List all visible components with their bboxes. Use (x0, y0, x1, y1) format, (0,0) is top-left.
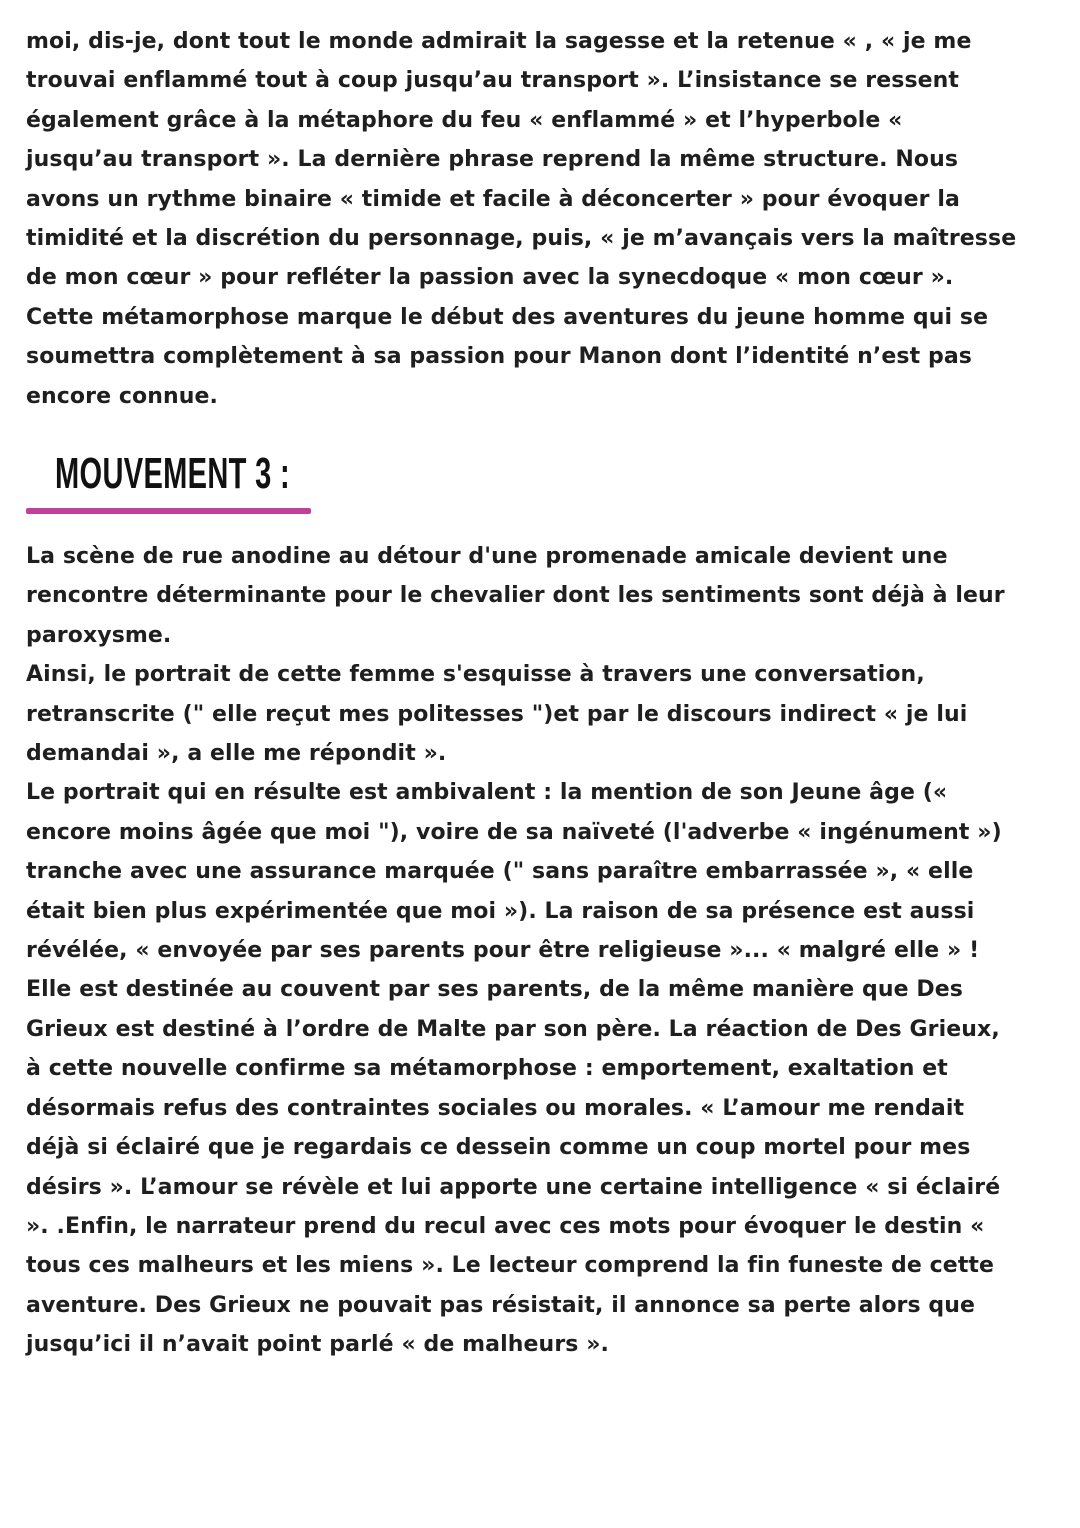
text-line: Cette métamorphose marque le début des aventures du jeune homme qui se (26, 304, 989, 330)
text-line: encore connue. (26, 383, 218, 409)
text-line: déjà si éclairé que je regardais ce dessein comme un coup mortel pour mes (26, 1135, 971, 1161)
text-line: timidité et la discrétion du personnage, puis, « je m’avançais vers la maîtresse (26, 226, 1017, 252)
text-line: demandai », a elle me répondit ». (26, 741, 447, 767)
text-line: La scène de rue anodine au détour d'une promenade amicale devient une (26, 544, 948, 569)
text-line: aventure. Des Grieux ne pouvait pas résistait, il annonce sa perte alors que (26, 1292, 976, 1318)
text-line: également grâce à la métaphore du feu « enflammé » et l’hyperbole « (26, 107, 903, 133)
text-line: rencontre déterminante pour le chevalier dont les sentiments sont déjà à leur (26, 583, 1005, 609)
text-line: paroxysme. (26, 622, 172, 648)
text-line: encore moins âgée que moi "), voire de sa naïveté (l'adverbe « ingénument ») (26, 819, 1002, 845)
paragraph-mouvement-3 (26, 537, 1066, 1365)
text-line: jusqu’ici il n’avait point parlé « de malheurs ». (26, 1332, 609, 1358)
text-line: soumettra complètement à sa passion pour Manon dont l’identité n’est pas (26, 344, 972, 370)
text-line: trouvai enflammé tout à coup jusqu’au transport ». L’insistance se ressent (26, 68, 960, 94)
text-line: tranche avec une assurance marquée (" sans paraître embarrassée », « elle (26, 859, 974, 885)
section-heading: MOUVEMENT 3 : (55, 449, 291, 498)
text-line: désormais refus des contraintes sociales ou morales. « L’amour me rendait (26, 1095, 965, 1121)
heading-underline-divider (26, 508, 311, 514)
text-line: tous ces malheurs et les miens ». Le lecteur comprend la fin funeste de cette (26, 1253, 995, 1279)
text-line: révélée, « envoyée par ses parents pour être religieuse »... « malgré elle » ! (26, 938, 980, 964)
text-line: était bien plus expérimentée que moi »). La raison de sa présence est aussi (26, 898, 975, 924)
paragraph-analysis-continuation (26, 22, 1066, 416)
text-line: ». .Enfin, le narrateur prend du recul avec ces mots pour évoquer le destin « (26, 1213, 985, 1239)
text-line: Le portrait qui en résulte est ambivalent : la mention de son Jeune âge (« (26, 780, 948, 806)
text-line: désirs ». L’amour se révèle et lui apporte une certaine intelligence « si éclairé (26, 1174, 1001, 1200)
text-line: Elle est destinée au couvent par ses parents, de la même manière que Des (26, 977, 963, 1003)
text-line: moi, dis-je, dont tout le monde admirait la sagesse et la retenue « , « je me (26, 29, 972, 54)
text-line: Grieux est destiné à l’ordre de Malte par son père. La réaction de Des Grieux, (26, 1016, 1000, 1042)
text-line: jusqu’au transport ». La dernière phrase reprend la même structure. Nous (26, 147, 959, 173)
text-line: à cette nouvelle confirme sa métamorphose : emportement, exaltation et (26, 1056, 948, 1082)
text-line: de mon cœur » pour refléter la passion avec la synecdoque « mon cœur ». (26, 265, 954, 291)
text-line: Ainsi, le portrait de cette femme s'esquisse à travers une conversation, (26, 662, 925, 688)
text-line: avons un rythme binaire « timide et facile à déconcerter » pour évoquer la (26, 186, 960, 212)
text-line: retranscrite (" elle reçut mes politesses ")et par le discours indirect « je lui (26, 701, 968, 727)
